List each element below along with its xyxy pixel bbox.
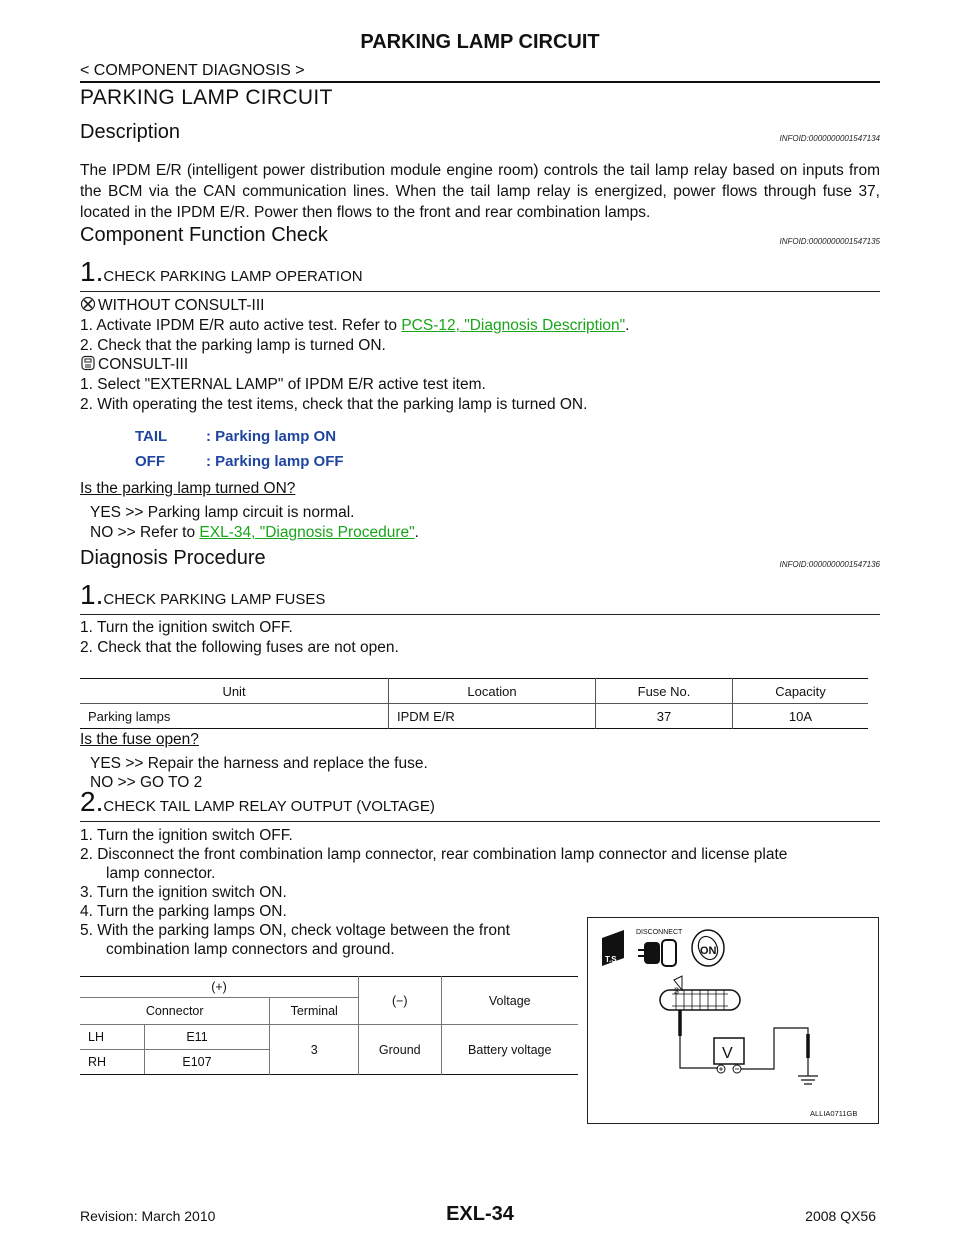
side-rh: RH — [88, 1055, 107, 1069]
step-label: CHECK PARKING LAMP OPERATION — [103, 268, 363, 285]
diag-step2-line-1: 1. Turn the ignition switch OFF. — [80, 827, 293, 844]
voltage-table — [80, 976, 578, 1075]
header-terminal: Terminal — [270, 998, 359, 1025]
header-fuse-no: Fuse No. — [596, 679, 733, 704]
answer-yes: YES >> Parking lamp circuit is normal. — [90, 504, 355, 521]
cell-unit: Parking lamps — [88, 708, 171, 724]
disconnect-icon — [636, 929, 683, 966]
section-title: PARKING LAMP CIRCUIT — [80, 86, 333, 109]
consult-line — [80, 355, 188, 375]
voltage-check-figure — [587, 917, 879, 1124]
step-rule — [80, 821, 880, 822]
function-check-step-title — [80, 256, 363, 288]
table-header-row — [80, 977, 578, 998]
function-check-infoid: INFOID:0000000001547135 — [779, 237, 880, 246]
diag-step1-line-1: 1. Turn the ignition switch OFF. — [80, 619, 293, 636]
cell-capacity: 10A — [733, 704, 869, 729]
voltmeter-icon — [714, 1038, 744, 1073]
cell-rh — [80, 1050, 270, 1075]
diag-step-2-title — [80, 786, 435, 818]
diag-step1-line-2: 2. Check that the following fuses are not open. — [80, 639, 399, 656]
answer-no — [90, 523, 419, 543]
side-lh: LH — [88, 1030, 104, 1044]
pcs-12-link[interactable]: PCS-12, "Diagnosis Description" — [401, 317, 626, 334]
circuit-diagram — [588, 918, 877, 1122]
without-step-1-text: 1. Activate IPDM E/R auto active test. Refer to — [80, 317, 402, 334]
breadcrumb: < COMPONENT DIAGNOSIS > — [80, 62, 305, 79]
diag-step2-line-3: 3. Turn the ignition switch ON. — [80, 884, 287, 901]
description-heading: Description — [80, 121, 181, 143]
function-check-question: Is the parking lamp turned ON? — [80, 480, 296, 497]
cell-voltage: Battery voltage — [441, 1025, 578, 1075]
step-label: CHECK TAIL LAMP RELAY OUTPUT (VOLTAGE) — [103, 798, 435, 815]
fuse-answer-no: NO >> GO TO 2 — [90, 774, 203, 791]
no-tool-icon — [80, 296, 96, 312]
description-text: The IPDM E/R (intelligent power distribution module engine room) controls the tail lamp relay based on inputs from the BCM via the CAN communication lines. When the tail lamp relay is energized, power flows through fuse 37, located in the IPDM E/R. Power then flows to the front and rear combination lamps. — [80, 162, 880, 221]
footer-page-number: EXL-34 — [446, 1203, 514, 1225]
meter-label: V — [722, 1045, 733, 1062]
cell-ground: Ground — [359, 1025, 441, 1075]
cell-terminal: 3 — [270, 1025, 359, 1075]
step-rule — [80, 291, 880, 292]
consult-label: CONSULT-III — [98, 356, 189, 373]
on-label: ON — [700, 945, 717, 957]
diag-step2-line-2: 2. Disconnect the front combination lamp connector, rear combination lamp connector and license plate — [80, 846, 788, 863]
disconnect-label: DISCONNECT — [636, 929, 683, 936]
step-rule — [80, 614, 880, 615]
diag-heading: Diagnosis Procedure — [80, 547, 266, 569]
header-rule — [80, 81, 880, 83]
connector-rh: E107 — [144, 1050, 249, 1074]
spec-value-tail: : Parking lamp ON — [206, 428, 337, 445]
service-manual-icon — [602, 930, 624, 966]
step-number: 1. — [80, 579, 104, 610]
description-infoid: INFOID:0000000001547134 — [779, 134, 880, 143]
step-number: 1. — [80, 256, 104, 287]
diag-step2-line-2-cont: lamp connector. — [106, 865, 216, 882]
ts-label: T.S. — [605, 955, 619, 964]
header-voltage: Voltage — [441, 977, 578, 1025]
answer-no-prefix: NO >> Refer to — [90, 524, 200, 541]
spec-key-tail: TAIL — [135, 428, 168, 445]
header-unit: Unit — [222, 683, 246, 699]
diag-step-1-title — [80, 579, 325, 611]
header-connector: Connector — [145, 1004, 204, 1018]
table-row — [80, 1025, 578, 1050]
header-location: Location — [389, 679, 596, 704]
header-minus: (−) — [359, 977, 441, 1025]
connector-lh: E11 — [144, 1025, 249, 1049]
period: . — [625, 317, 630, 334]
fuse-table — [80, 678, 868, 729]
ignition-on-icon — [692, 930, 724, 966]
spec-key-off: OFF — [135, 453, 165, 470]
diag-step2-line-4: 4. Turn the parking lamps ON. — [80, 903, 287, 920]
exl-34-link[interactable]: EXL-34, "Diagnosis Procedure" — [199, 524, 415, 541]
fuse-question: Is the fuse open? — [80, 731, 199, 748]
diag-infoid: INFOID:0000000001547136 — [779, 560, 880, 569]
step-number: 2. — [80, 786, 104, 817]
fuse-answer-yes: YES >> Repair the harness and replace the fuse. — [90, 755, 428, 772]
footer-model: 2008 QX56 — [805, 1208, 876, 1224]
ground-symbol — [798, 1076, 818, 1084]
page-header-title: PARKING LAMP CIRCUIT — [360, 31, 600, 53]
header-plus: (+) — [80, 977, 359, 998]
figure-code: ALLIA0711GB — [810, 1109, 858, 1118]
without-step-1 — [80, 316, 629, 336]
without-consult-label: WITHOUT CONSULT-III — [98, 297, 265, 314]
step-label: CHECK PARKING LAMP FUSES — [103, 591, 326, 608]
without-consult-line — [80, 296, 264, 316]
spec-value-off: : Parking lamp OFF — [206, 453, 344, 470]
diag-step2-line-5: 5. With the parking lamps ON, check voltage between the front — [80, 922, 510, 939]
table-header-row — [80, 679, 868, 704]
cell-location: IPDM E/R — [389, 704, 596, 729]
cell-lh — [80, 1025, 270, 1050]
diag-step2-line-5-cont: combination lamp connectors and ground. — [106, 941, 395, 958]
consult-tool-icon — [80, 355, 96, 371]
consult-step-2: 2. With operating the test items, check that the parking lamp is turned ON. — [80, 396, 588, 413]
table-row — [80, 704, 868, 729]
pin-label: 3 — [674, 986, 680, 996]
function-check-heading: Component Function Check — [80, 224, 328, 246]
connector-shape — [660, 976, 740, 1010]
footer-revision: Revision: March 2010 — [80, 1208, 216, 1224]
period: . — [414, 524, 419, 541]
without-step-2: 2. Check that the parking lamp is turned ON. — [80, 337, 386, 354]
consult-step-1: 1. Select "EXTERNAL LAMP" of IPDM E/R active test item. — [80, 376, 486, 393]
cell-fuse-no: 37 — [596, 704, 733, 729]
header-capacity: Capacity — [733, 679, 869, 704]
